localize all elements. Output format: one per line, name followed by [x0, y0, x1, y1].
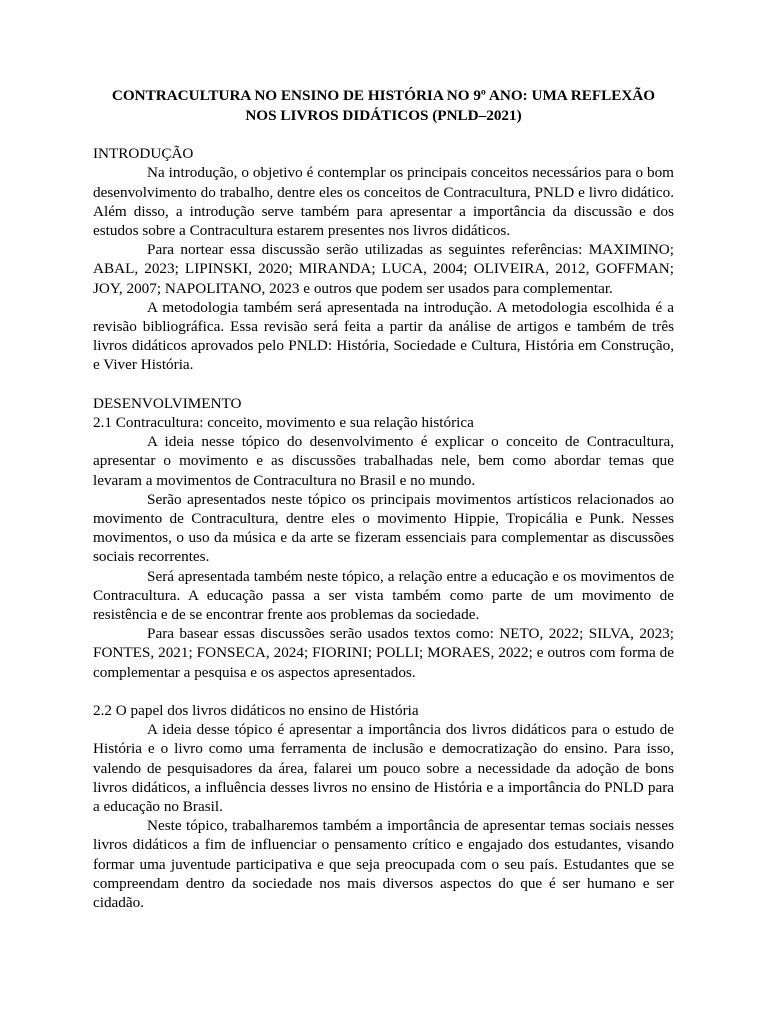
intro-paragraph: A metodologia também será apresentada na introdução. A metodologia escolhida é a revisão bibliográfica. Essa revisão será feita a partir da análise de artigos e também de três livros didáticos aprovados pelo PNLD: História, Sociedade e Cultura, História em Construção, e Viver História.: [93, 298, 674, 374]
development-heading: DESENVOLVIMENTO: [93, 394, 242, 412]
blank-line: [93, 375, 674, 394]
section-2-2-heading: 2.2 O papel dos livros didáticos no ensino de História: [93, 702, 419, 720]
section-2-2-paragraph: Neste tópico, trabalharemos também a importância de apresentar temas sociais nesses livros didáticos a fim de influenciar o pensamento crítico e engajado dos estudantes, visando formar uma juventude participativa e que seja preocupada com o seu país. Estudantes que se compreendam dentro da sociedade nos mais diversos aspectos do que é ser humano e ser cidadão.: [93, 817, 674, 912]
intro-paragraph: Na introdução, o objetivo é contemplar os principais conceitos necessários para o bom desenvolvimento do trabalho, dentre eles os conceitos de Contracultura, PNLD e livro didático. Além disso, a introdução serve também para apresentar a importância da discussão e dos estudos sobre a Contracultura estarem presentes nos livros didáticos.: [93, 164, 674, 239]
section-2-1-paragraph: A ideia nesse tópico do desenvolvimento é explicar o conceito de Contracultura, apresentar o movimento e as discussões trabalhadas nele, bem como abordar temas que levaram a movimentos de Contracultura no Brasil e no mundo.: [93, 433, 674, 489]
document-page: [93, 86, 674, 912]
document-title: CONTRACULTURA NO ENSINO DE HISTÓRIA NO 9º ANO: UMA REFLEXÃO NOS LIVROS DIDÁTICOS (PNLD–2021): [111, 87, 656, 124]
intro-heading: INTRODUÇÃO: [93, 145, 194, 163]
section-2-1-paragraph: Serão apresentados neste tópico os principais movimentos artísticos relacionados ao movimento de Contracultura, dentre eles o movimento Hippie, Tropicália e Punk. Nesses movimentos, o uso da música e da arte se fizeram essenciais para complementar as discussões sociais recorrentes.: [93, 490, 674, 566]
section-2-1-heading: 2.1 Contracultura: conceito, movimento e sua relação histórica: [93, 414, 474, 432]
section-2-1-paragraph: Para basear essas discussões serão usados textos como: NETO, 2022; SILVA, 2023; FONTES, 2021; FONSECA, 2024; FIORINI; POLLI; MORAES, 2022; e outros com forma de complementar a pesquisa e os aspectos apresentados.: [93, 625, 674, 681]
section-2-2-paragraph: A ideia desse tópico é apresentar a importância dos livros didáticos para o estudo de História e o livro como uma ferramenta de inclusão e democratização do ensino. Para isso, valendo de pesquisadores da área, falarei um pouco sobre a necessidade da adoção de bons livros didáticos, a influência desses livros no ensino de História e a importância do PNLD para a educação no Brasil.: [93, 721, 674, 816]
blank-line: [93, 682, 674, 701]
section-2-1-paragraph: Será apresentada também neste tópico, a relação entre a educação e os movimentos de Contracultura. A educação passa a ser vista também como parte de um movimento de resistência e de se encontrar frente aos problemas da sociedade.: [93, 567, 674, 624]
intro-paragraph: Para nortear essa discussão serão utilizadas as seguintes referências: MAXIMINO; ABAL, 2023; LIPINSKI, 2020; MIRANDA; LUCA, 2004; OLIVEIRA, 2012, GOFFMAN; JOY, 2007; NAPOLITANO, 2023 e outros que podem ser usados para complementar.: [93, 241, 674, 297]
